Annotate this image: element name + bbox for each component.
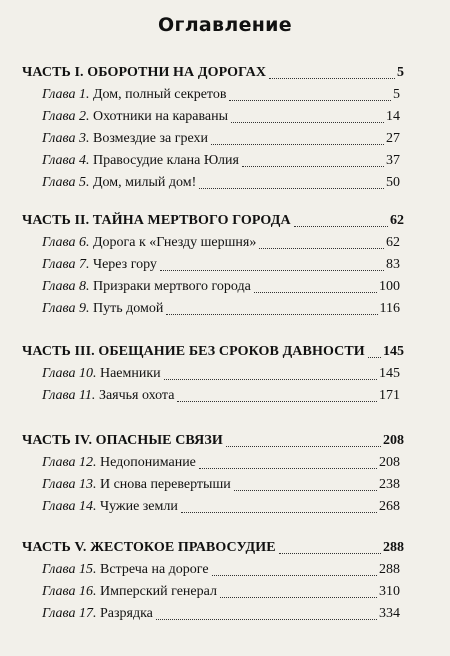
chapter-title: Чужие земли	[99, 499, 178, 514]
dot-leader	[242, 165, 384, 167]
toc-chapter-10[interactable]	[42, 363, 400, 385]
chapter-title: Разрядка	[99, 606, 153, 621]
chapter-title: Дорога к «Гнезду шершня»	[92, 235, 257, 250]
dot-leader	[254, 291, 377, 293]
chapter-title: Призраки мертвого города	[92, 279, 251, 294]
chapter-page-number: 14	[386, 109, 400, 124]
chapter-title: Заячья охота	[98, 388, 175, 403]
dot-leader	[199, 467, 377, 469]
chapter-title: Возмездие за грехи	[92, 131, 209, 146]
part-label: ЧАСТЬ III. ОБЕЩАНИЕ БЕЗ СРОКОВ ДАВНОСТИ	[22, 344, 365, 359]
chapter-page-number: 171	[379, 388, 400, 403]
dot-leader	[166, 313, 377, 315]
toc-part-1[interactable]	[22, 62, 404, 84]
chapter-page-number: 27	[386, 131, 400, 146]
toc-chapter-9[interactable]	[42, 298, 400, 320]
chapter-prefix: Глава 6.	[42, 235, 90, 250]
chapter-page-number: 116	[379, 301, 400, 316]
chapter-page-number: 334	[379, 606, 400, 621]
chapter-title: Дом, милый дом!	[92, 175, 197, 190]
dot-leader	[220, 596, 377, 598]
chapter-title: Наемники	[99, 366, 161, 381]
toc-chapter-1[interactable]	[42, 84, 400, 106]
chapter-title: Правосудие клана Юлия	[92, 153, 239, 168]
dot-leader	[211, 143, 384, 145]
chapter-page-number: 288	[379, 562, 400, 577]
chapter-title: Имперский генерал	[99, 584, 217, 599]
chapter-prefix: Глава 3.	[42, 131, 90, 146]
toc-part-4[interactable]	[22, 430, 404, 452]
dot-leader	[269, 77, 395, 79]
chapter-prefix: Глава 11.	[42, 388, 96, 403]
part-label: ЧАСТЬ II. ТАЙНА МЕРТВОГО ГОРОДА	[22, 213, 291, 228]
part-page-number: 145	[383, 344, 404, 359]
toc-chapter-12[interactable]	[42, 452, 400, 474]
dot-leader	[164, 378, 377, 380]
dot-leader	[368, 356, 381, 358]
toc-chapter-13[interactable]	[42, 474, 400, 496]
chapter-page-number: 208	[379, 455, 400, 470]
dot-leader	[160, 269, 384, 271]
dot-leader	[156, 618, 377, 620]
chapter-title: Встреча на дороге	[99, 562, 209, 577]
chapter-page-number: 50	[386, 175, 400, 190]
toc-chapter-8[interactable]	[42, 276, 400, 298]
chapter-title: Недопонимание	[99, 455, 196, 470]
toc-chapter-17[interactable]	[42, 603, 400, 625]
part-label: ЧАСТЬ V. ЖЕСТОКОЕ ПРАВОСУДИЕ	[22, 540, 276, 555]
dot-leader	[231, 121, 384, 123]
chapter-page-number: 310	[379, 584, 400, 599]
dot-leader	[181, 511, 377, 513]
chapter-page-number: 83	[386, 257, 400, 272]
page-title: Оглавление	[158, 14, 292, 36]
part-label: ЧАСТЬ IV. ОПАСНЫЕ СВЯЗИ	[22, 433, 223, 448]
toc-part-5[interactable]	[22, 537, 404, 559]
dot-leader	[229, 99, 391, 101]
part-page-number: 288	[383, 540, 404, 555]
chapter-title: Через гору	[92, 257, 157, 272]
toc-chapter-5[interactable]	[42, 172, 400, 194]
dot-leader	[177, 400, 377, 402]
toc-part-2[interactable]	[22, 210, 404, 232]
chapter-title: Путь домой	[92, 301, 164, 316]
dot-leader	[259, 247, 384, 249]
chapter-prefix: Глава 7.	[42, 257, 90, 272]
toc-chapter-4[interactable]	[42, 150, 400, 172]
chapter-prefix: Глава 9.	[42, 301, 90, 316]
toc-chapter-14[interactable]	[42, 496, 400, 518]
toc-chapter-11[interactable]	[42, 385, 400, 407]
chapter-prefix: Глава 15.	[42, 562, 97, 577]
dot-leader	[294, 225, 388, 227]
dot-leader	[226, 445, 381, 447]
chapter-prefix: Глава 1.	[42, 87, 90, 102]
chapter-prefix: Глава 14.	[42, 499, 97, 514]
toc-chapter-7[interactable]	[42, 254, 400, 276]
part-page-number: 5	[397, 65, 404, 80]
toc-chapter-6[interactable]	[42, 232, 400, 254]
chapter-page-number: 238	[379, 477, 400, 492]
toc-part-3[interactable]	[22, 341, 404, 363]
dot-leader	[234, 489, 377, 491]
chapter-page-number: 62	[386, 235, 400, 250]
chapter-page-number: 100	[379, 279, 400, 294]
chapter-prefix: Глава 17.	[42, 606, 97, 621]
chapter-title: Охотники на караваны	[92, 109, 229, 124]
chapter-prefix: Глава 4.	[42, 153, 90, 168]
chapter-prefix: Глава 10.	[42, 366, 97, 381]
dot-leader	[279, 552, 381, 554]
chapter-prefix: Глава 16.	[42, 584, 97, 599]
chapter-prefix: Глава 13.	[42, 477, 97, 492]
part-label: ЧАСТЬ I. ОБОРОТНИ НА ДОРОГАХ	[22, 65, 267, 80]
chapter-prefix: Глава 8.	[42, 279, 90, 294]
dot-leader	[199, 187, 384, 189]
chapter-page-number: 145	[379, 366, 400, 381]
dot-leader	[212, 574, 377, 576]
chapter-title: И снова перевертыши	[99, 477, 231, 492]
chapter-page-number: 268	[379, 499, 400, 514]
chapter-page-number: 5	[393, 87, 400, 102]
toc-chapter-15[interactable]	[42, 559, 400, 581]
part-page-number: 62	[390, 213, 404, 228]
toc-chapter-3[interactable]	[42, 128, 400, 150]
chapter-title: Дом, полный секретов	[92, 87, 227, 102]
toc-chapter-16[interactable]	[42, 581, 400, 603]
chapter-prefix: Глава 2.	[42, 109, 90, 124]
toc-chapter-2[interactable]	[42, 106, 400, 128]
chapter-page-number: 37	[386, 153, 400, 168]
chapter-prefix: Глава 12.	[42, 455, 97, 470]
chapter-prefix: Глава 5.	[42, 175, 90, 190]
part-page-number: 208	[383, 433, 404, 448]
